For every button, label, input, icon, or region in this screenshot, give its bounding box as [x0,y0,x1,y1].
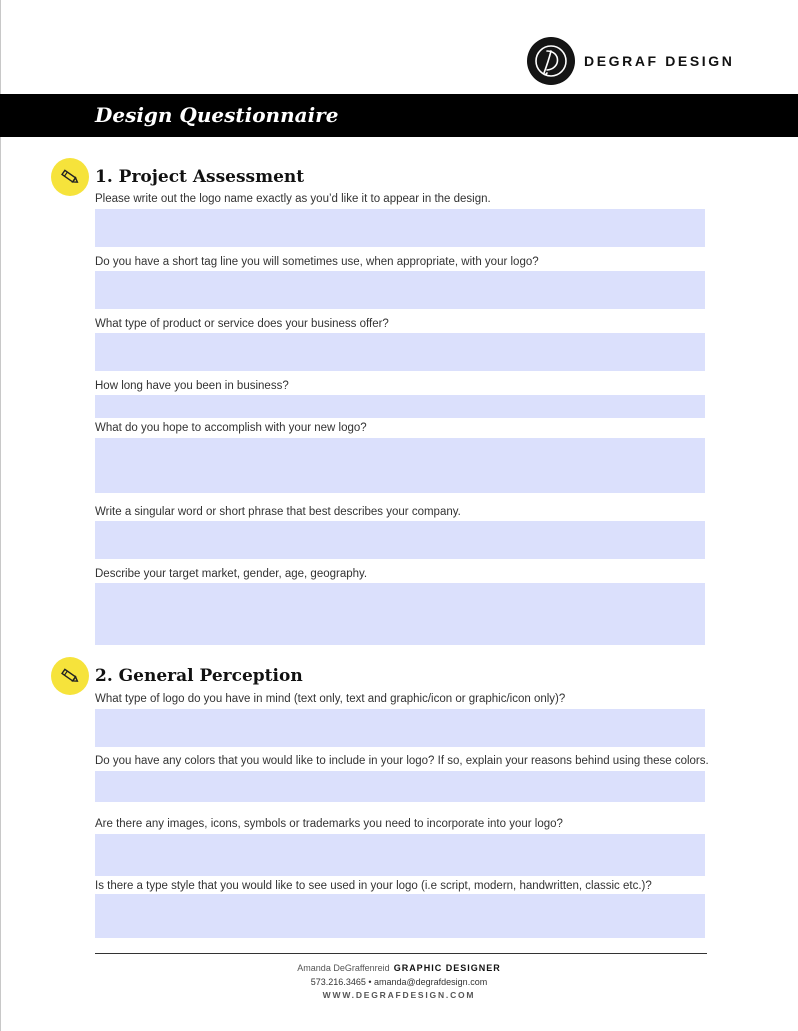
question-label: What type of logo do you have in mind (text only, text and graphic/icon or graphic/icon only)? [95,693,566,705]
answer-field[interactable] [95,209,705,247]
section-heading-general-perception: 2. General Perception [95,666,303,686]
page-border [0,0,1,1031]
question-label: Describe your target market, gender, age, geography. [95,568,368,580]
question-label: Do you have any colors that you would like to include in your logo? If so, explain your reasons behind using these colors. [95,755,709,767]
answer-field[interactable] [95,395,705,418]
question-label: Write a singular word or short phrase that best describes your company. [95,506,461,518]
answer-field[interactable] [95,834,705,876]
answer-field[interactable] [95,271,705,309]
logo-mark-icon [527,37,575,85]
question-label: Please write out the logo name exactly as you’d like it to appear in the design. [95,193,491,205]
footer-contact: 573.216.3465 • amanda@degrafdesign.com [310,977,488,987]
pencil-icon [51,158,89,196]
section-heading-project-assessment: 1. Project Assessment [95,167,305,187]
answer-field[interactable] [95,709,705,747]
footer-designer-name: Amanda DeGraffenreid [297,963,390,973]
title-bar [0,94,798,137]
footer-divider [95,953,707,954]
answer-field[interactable] [95,583,705,645]
answer-field[interactable] [95,333,705,371]
footer-website: WWW.DEGRAFDESIGN.COM [322,990,476,1000]
footer-credit [0,963,798,973]
question-label: How long have you been in business? [95,380,289,392]
answer-field[interactable] [95,521,705,559]
answer-field[interactable] [95,894,705,938]
question-label: Are there any images, icons, symbols or trademarks you need to incorporate into your logo? [95,818,563,830]
page-title: Design Questionnaire [95,103,339,127]
brand-logo [527,36,734,86]
answer-field[interactable] [95,771,705,802]
question-label: What type of product or service does your business offer? [95,318,389,330]
brand-name: DEGRAF DESIGN [584,53,735,69]
pencil-icon [51,657,89,695]
question-label: Do you have a short tag line you will sometimes use, when appropriate, with your logo? [95,256,539,268]
question-label: What do you hope to accomplish with your new logo? [95,422,367,434]
answer-field[interactable] [95,438,705,493]
footer-designer-role: GRAPHIC DESIGNER [393,963,501,973]
question-label: Is there a type style that you would like to see used in your logo (i.e script, modern, handwritten, classic etc.)? [95,880,652,892]
